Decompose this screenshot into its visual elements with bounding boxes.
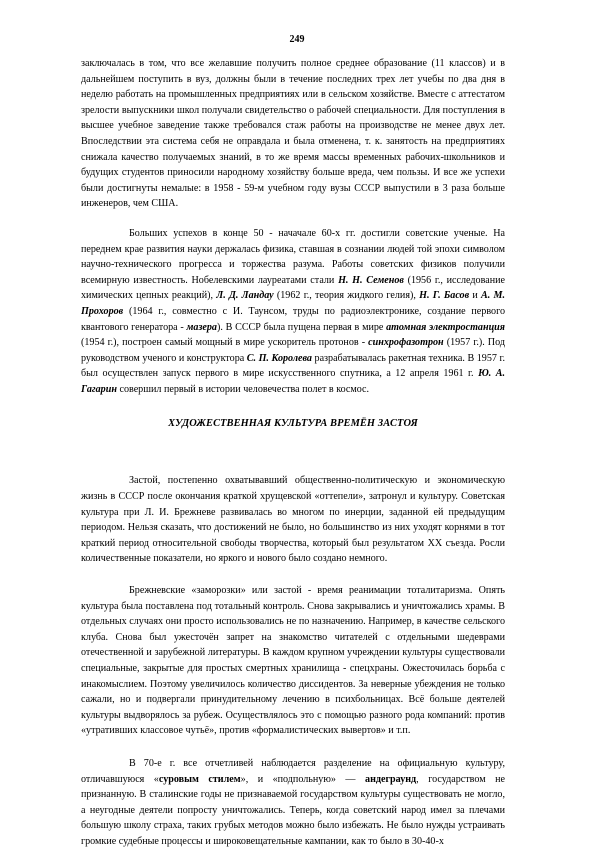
text-run: (1956 г., исследование химических цепных реакций),	[81, 274, 505, 302]
text-run: В 70-е г. все отчетливей наблюдается разделение на официальную культуру, отличавшуюся «	[81, 757, 505, 785]
text-run: », и «подпольную» —	[240, 773, 366, 785]
page-body	[81, 56, 505, 850]
name-korolev: С. П. Королева	[246, 352, 312, 364]
page-number: 249	[289, 34, 305, 45]
name-prokhorov: А. М. Прохоров	[81, 290, 506, 317]
term-severe-style: суровым стилем	[158, 773, 241, 785]
text-run: , государством не признанную. В сталинские годы не признаваемой государством культуры существовать не могло, а неугодные деятели попросту уничтожались. Теперь, когда советский народ имел за плечами большую школу страха, таких грубых методов можно было избежать. Не было нужды устраивать громкие судебные процессы и широковещательные кампании, как то было в 30-40-х	[81, 773, 505, 847]
name-gagarin: Ю. А. Гагарин	[81, 368, 505, 395]
paragraph-brezhnev-freeze: Брежневские «заморозки» или застой - время реанимации тоталитаризма. Опять культура была поставлена под тотальный контроль. Снова закрывались и уничтожались храмы. В отдельных случаях они просто использовались не по назначению. Например, в качестве сельского клуба. Снова был ужесточён запрет на знакомство читателей с отдельными шедеврами отечественной и зарубежной литературы. В каждом крупном учреждении культуры существовали специальные, закрытые для простых смертных хранилища - спецхраны. Ожесточилась борьба с инакомыслием. Поэтому увеличилось количество диссидентов. За неверные убеждения не только сажали, но и подвергали принудительному лечению в психбольницах. Всё больше деятелей культуры выдворялось за рубеж. Осуществлялось это с помощью разного рода компаний: против «утративших классовое чутьё», против «формалистических вывертов» и т.п.	[81, 585, 505, 737]
text-run: совершил первый в истории человечества полет в космос.	[116, 383, 370, 395]
text-run: разрабатывалась ракетная техника. В 1957 г. был осуществлен запуск первого в мире искусственного спутника, а 12 апреля 1961 г.	[81, 352, 505, 380]
term-underground: андеграунд	[365, 773, 417, 785]
paragraph-seventies-culture	[81, 756, 505, 850]
text-run: Больших успехов в конце 50 - начачале 60-х гг. достигли советские ученые. На переднем крае развития науки держалась физика, ставшая в сознании людей той эпохи символом научно-технического прогресса и торжества разума. Работы советских физиков получили всемирную известность. Нобелевскими лауреатами стали	[81, 227, 505, 286]
paragraph-stagnation: Застой, постепенно охватывавший общественно-политическую и экономическую жизнь в СССР после окончания краткой хрущевской «оттепели», затронул и культуру. Советская культура при Л. И. Брежневе развивалась во многом по инерции, заданной ей предыдущим периодом. Нельзя сказать, что достижений не было, но большинство из них уходят корнями в тот краткий период относительной свободы творчества, который был результатом XX съезда. Росли количественные показатели, но яркого и нового было создано немного.	[81, 475, 505, 565]
text-run: (1954 г.), построен самый мощный в мире ускоритель протонов -	[81, 337, 369, 349]
term-nuclear-power-plant: атомная электростанция	[386, 321, 505, 333]
text-run: (1964 г., совместно с И. Таунсом, труды по радиоэлектронике, создание первого квантового генератора -	[81, 305, 505, 333]
name-basov: Н. Г. Басов	[419, 290, 470, 302]
text-run: и	[469, 290, 482, 302]
paragraph-soviet-science	[81, 226, 505, 398]
name-landau: Л. Д. Ландау	[216, 290, 274, 302]
term-maser: мазера	[186, 321, 217, 333]
text-run: (1962 г., теория жидкого гелия),	[273, 290, 420, 302]
text-run: (1957 г.). Под руководством ученого и конструктора	[81, 337, 505, 364]
term-synchrophasotron: синхрофазотрон	[368, 337, 444, 349]
paragraph-education-reform: заключалась в том, что все желавшие получить полное среднее образование (11 классов) и в дальнейшем поступить в вуз, должны были в течение последних трех лет учебы по два дня в неделю работать на промышленных предприятиях или в сельском хозяйстве. Вместе с аттестатом зрелости выпускники школ получали свидетельство о рабочей специальности. Для поступления в высшее учебное заведение также требовался стаж работы на производстве не менее двух лет. Впоследствии эта система себя не оправдала и была отменена, т. к. занятость на предприятиях снижала качество получаемых знаний, в то же время массы временных рабочих-школьников и будущих студентов приносили народному хозяйству больше вреда, чем пользы. И все же успехи были достигнуты немалые: в 1958 - 59-м учебном году вузы СССР выпустили в 3 раза больше инженеров, чем США.	[81, 58, 505, 210]
text-run: ). В СССР была пущена первая в мире	[216, 321, 387, 333]
name-semenov: Н. Н. Семенов	[338, 274, 404, 286]
section-heading: ХУДОЖЕСТВЕННАЯ КУЛЬТУРА ВРЕМЁН ЗАСТОЯ	[168, 418, 418, 430]
